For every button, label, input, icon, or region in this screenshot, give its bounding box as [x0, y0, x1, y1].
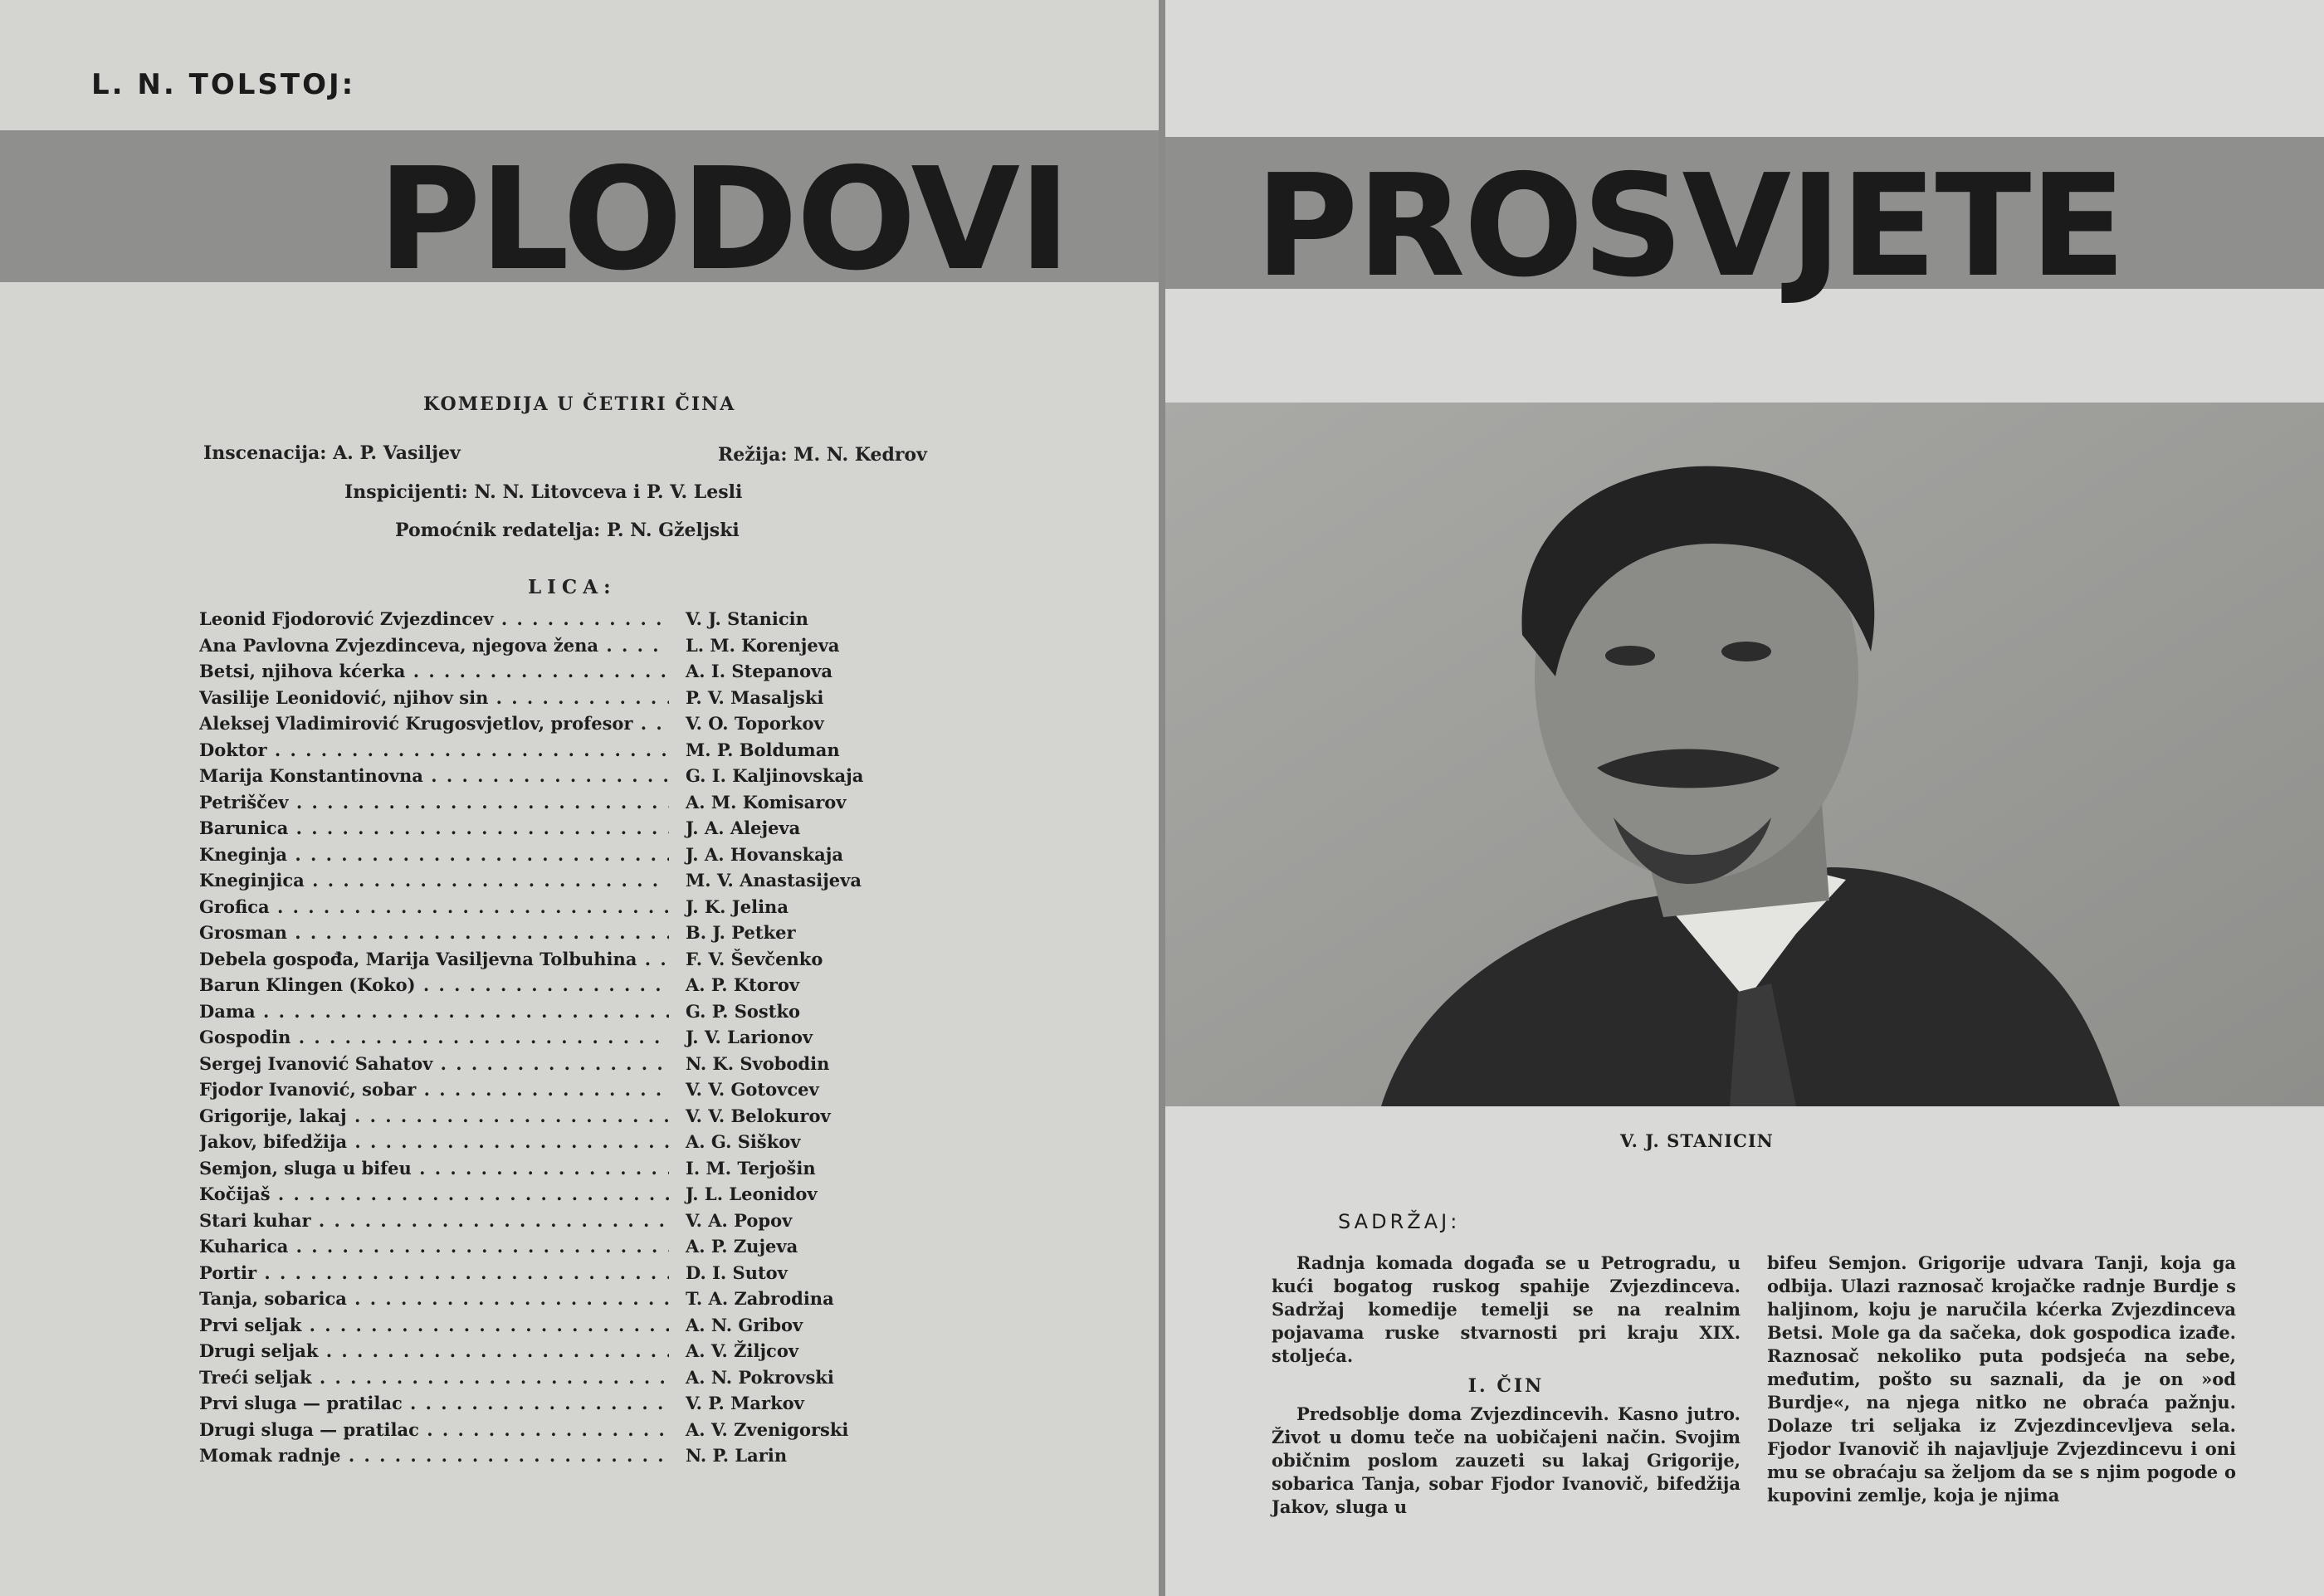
cast-role: Leonid Fjodorović Zvjezdincev . . . — [199, 608, 669, 629]
cast-heading: LICA: — [528, 576, 617, 598]
cast-actor: V. P. Markov — [686, 1393, 804, 1413]
cast-role: Barun Klingen (Koko) . . . — [199, 974, 669, 995]
cast-actor: V. V. Belokurov — [686, 1105, 831, 1126]
cast-actor: J. K. Jelina — [686, 896, 788, 917]
cast-role: Prvi seljak . . . — [199, 1315, 669, 1335]
cast-row — [199, 1105, 946, 1132]
cast-role: Barunica . . . — [199, 818, 669, 838]
cast-actor: N. K. Svobodin — [686, 1052, 830, 1074]
cast-role: Drugi sluga — pratilac . . . — [199, 1419, 669, 1440]
cast-role: Semjon, sluga u bifeu . . . — [199, 1158, 669, 1179]
cast-list — [199, 608, 946, 1472]
assistant-director-credit: Pomoćnik redatelja: P. N. Gželjski — [395, 520, 740, 541]
cast-row — [199, 608, 946, 635]
cast-row — [199, 1262, 946, 1289]
cast-role: Vasilije Leonidović, njihov sin . . . — [199, 687, 669, 708]
cast-row — [199, 1053, 946, 1080]
cast-role: Debela gospođa, Marija Vasiljevna Tolbuhina . . . — [199, 949, 669, 969]
cast-actor: G. P. Sostko — [686, 1000, 800, 1022]
cast-role: Kneginjica . . . — [199, 870, 669, 891]
cast-role: Grofica . . . — [199, 896, 669, 917]
cast-role: Treći seljak . . . — [199, 1367, 669, 1388]
cast-actor: A. V. Zvenigorski — [686, 1418, 849, 1440]
cast-row — [199, 1315, 946, 1341]
cast-row — [199, 1367, 946, 1393]
cast-role: Drugi seljak . . . — [199, 1340, 669, 1361]
subtitle: KOMEDIJA U ČETIRI ČINA — [423, 393, 736, 415]
cast-actor: A. N. Pokrovski — [686, 1366, 834, 1388]
cast-actor: A. N. Gribov — [686, 1314, 803, 1335]
cast-role: Fjodor Ivanović, sobar . . . — [199, 1079, 669, 1100]
cast-row — [199, 713, 946, 739]
cast-role: Marija Konstantinovna . . . — [199, 765, 669, 786]
cast-role: Grosman . . . — [199, 922, 669, 943]
summary-continuation: bifeu Semjon. Grigorije udvara Tanji, koja ga odbija. Ulazi raznosač krojačke radnje Burdje s haljinom, koju je naručila kćerka Zvjezdinceva Betsi. Mole ga da sačeka, dok gospodica izađe. Raznosač nekoliko puta podsjeća na sebe, međutim, pošto su saznali, da je on »od Burdje«, na njega nitko ne obraća pažnju. Dolaze tri seljaka iz Zvjezdincevljeva sela. Fjodor Ivanovič ih najavljuje Zvjezdincevu i oni mu se obraćaju sa željom da se s njim pogode o kupovini zemlje, koja je njima — [1767, 1252, 2236, 1506]
cast-role: Aleksej Vladimirović Krugosvjetlov, profesor . . . — [199, 713, 669, 734]
cast-actor: J. A. Alejeva — [686, 818, 801, 838]
cast-actor: P. V. Masaljski — [686, 686, 824, 708]
summary-column-left — [1272, 1252, 1741, 1519]
cast-row — [199, 661, 946, 687]
act-heading: I. ČIN — [1467, 1375, 1545, 1397]
cast-role: Portir . . . — [199, 1262, 669, 1283]
portrait-illustration — [1165, 403, 2324, 1106]
cast-row — [199, 1419, 946, 1446]
cast-row — [199, 1288, 946, 1315]
summary-label: SADRŽAJ: — [1338, 1210, 1461, 1233]
cast-row — [199, 870, 946, 896]
right-page — [1165, 0, 2324, 1596]
cast-actor: D. I. Sutov — [686, 1262, 788, 1283]
cast-actor: G. I. Kaljinovskaja — [686, 765, 864, 786]
cast-actor: N. P. Larin — [686, 1445, 788, 1466]
inspicients-credit: Inspicijenti: N. N. Litovceva i P. V. Lesli — [344, 481, 743, 503]
cast-actor: A. P. Zujeva — [686, 1236, 798, 1257]
cast-row — [199, 1131, 946, 1158]
cast-actor: V. V. Gotovcev — [686, 1079, 819, 1100]
cast-row — [199, 792, 946, 818]
cast-row — [199, 896, 946, 923]
left-page — [0, 0, 1159, 1596]
cast-actor: B. J. Petker — [686, 922, 796, 943]
cast-role: Stari kuhar . . . — [199, 1210, 669, 1231]
cast-row — [199, 1445, 946, 1472]
cast-row — [199, 922, 946, 949]
cast-actor: M. P. Bolduman — [686, 739, 840, 760]
title-word-right: PROSVJETE — [1255, 144, 2125, 309]
cast-row — [199, 1340, 946, 1367]
cast-role: Grigorije, lakaj . . . — [199, 1105, 669, 1126]
staging-credit: Inscenacija: A. P. Vasiljev — [203, 442, 461, 464]
cast-role: Prvi sluga — pratilac . . . — [199, 1393, 669, 1413]
cast-row — [199, 1158, 946, 1184]
act-one-text: Predsoblje doma Zvjezdincevih. Kasno jutro. Život u domu teče na uobičajeni način. Svojim običnim poslom zauzeti su lakaj Grigorije, sobarica Tanja, sobar Fjodor Ivanovič, bifedžija Jakov, sluga u — [1272, 1403, 1741, 1517]
cast-actor: I. M. Terjošin — [686, 1157, 816, 1179]
cast-actor: J. A. Hovanskaja — [686, 843, 843, 865]
cast-role: Petriščev . . . — [199, 792, 669, 813]
cast-actor: V. J. Stanicin — [686, 608, 808, 629]
photo-caption: V. J. STANICIN — [1620, 1130, 1774, 1151]
cast-role: Kočijaš . . . — [199, 1184, 669, 1204]
cast-actor: A. I. Stepanova — [686, 661, 832, 681]
cast-row — [199, 1236, 946, 1262]
cast-role: Betsi, njihova kćerka . . . — [199, 661, 669, 681]
cast-row — [199, 635, 946, 661]
cast-row — [199, 1027, 946, 1053]
title-word-left: PLODOVI — [378, 138, 1070, 302]
cast-row — [199, 949, 946, 975]
cast-role: Dama . . . — [199, 1001, 669, 1022]
summary-column-right — [1767, 1252, 2236, 1507]
cast-actor: A. M. Komisarov — [686, 791, 847, 813]
cast-row — [199, 1001, 946, 1027]
cast-actor: L. M. Korenjeva — [686, 634, 840, 656]
cast-row — [199, 1184, 946, 1210]
direction-credit: Režija: M. N. Kedrov — [718, 444, 927, 466]
cast-actor: A. V. Žiljcov — [686, 1340, 799, 1361]
cast-row — [199, 844, 946, 871]
summary-intro: Radnja komada događa se u Petrogradu, u kući bogatog ruskog spahije Zvjezdinceva. Sadržaj komedije temelji se na realnim pojavama ruske stvarnosti pri kraju XIX. stoljeća. — [1272, 1252, 1741, 1366]
cast-role: Ana Pavlovna Zvjezdinceva, njegova žena . . . — [199, 635, 669, 656]
cast-actor: A. P. Ktorov — [686, 974, 800, 995]
cast-actor: J. V. Larionov — [686, 1027, 813, 1047]
cast-row — [199, 1079, 946, 1105]
cast-actor: V. O. Toporkov — [686, 713, 824, 734]
cast-row — [199, 974, 946, 1001]
cast-role: Gospodin . . . — [199, 1027, 669, 1047]
cast-role: Sergej Ivanović Sahatov . . . — [199, 1053, 669, 1074]
cast-role: Momak radnje . . . — [199, 1445, 669, 1466]
cast-row — [199, 687, 946, 714]
author-heading: L. N. TOLSTOJ: — [91, 68, 356, 101]
cast-actor: J. L. Leonidov — [686, 1184, 818, 1204]
cast-row — [199, 739, 946, 766]
cast-role: Tanja, sobarica . . . — [199, 1288, 669, 1309]
cast-role: Kneginja . . . — [199, 844, 669, 865]
cast-role: Kuharica . . . — [199, 1236, 669, 1257]
portrait-photo — [1165, 403, 2324, 1106]
cast-row — [199, 1393, 946, 1419]
cast-role: Doktor . . . — [199, 739, 669, 760]
cast-actor: A. G. Siškov — [686, 1131, 801, 1152]
cast-row — [199, 765, 946, 792]
cast-actor: M. V. Anastasijeva — [686, 870, 862, 891]
cast-actor: V. A. Popov — [686, 1209, 793, 1231]
cast-role: Jakov, bifedžija . . . — [199, 1131, 669, 1152]
cast-actor: F. V. Ševčenko — [686, 948, 823, 969]
cast-row — [199, 1210, 946, 1237]
cast-actor: T. A. Zabrodina — [686, 1288, 834, 1309]
cast-row — [199, 818, 946, 844]
page-gutter — [1159, 0, 1165, 1596]
